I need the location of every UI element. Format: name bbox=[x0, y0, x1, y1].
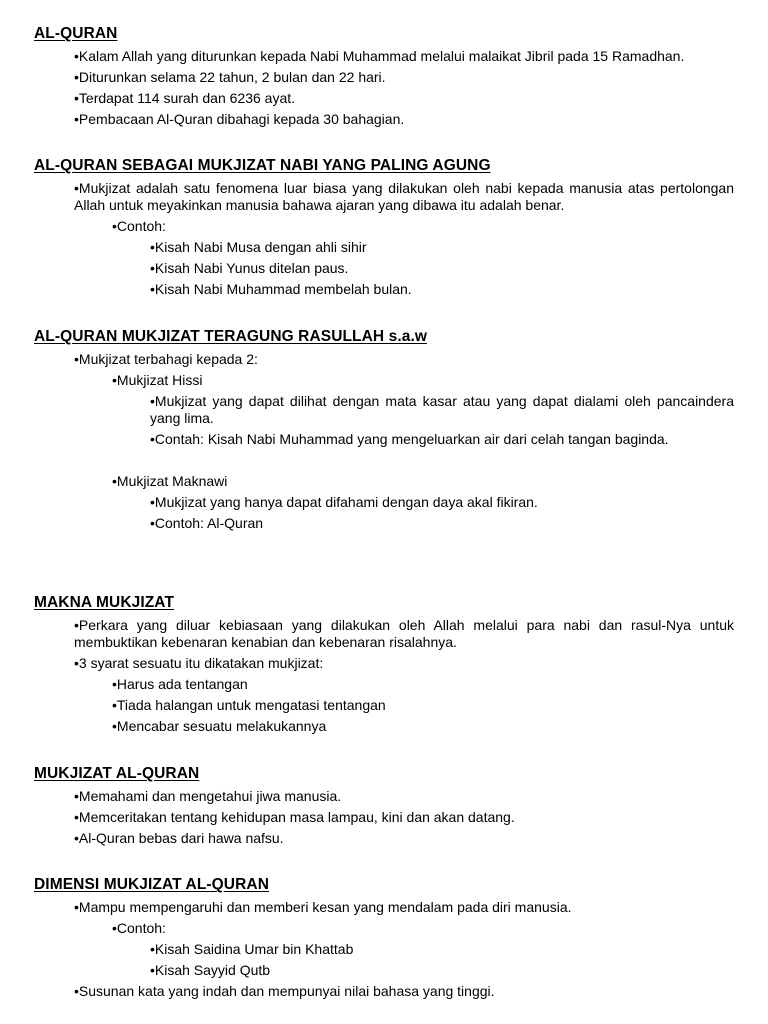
example-item: •Kisah Saidina Umar bin Khattab bbox=[150, 941, 354, 957]
section-mukjizat-paling-agung bbox=[34, 156, 734, 298]
section-al-quran bbox=[34, 24, 734, 128]
contoh-label: •Contoh: bbox=[112, 218, 166, 234]
section-title: MUKJIZAT AL-QURAN bbox=[34, 765, 200, 782]
bullet-item: •Susunan kata yang indah dan mempunyai nilai bahasa yang tinggi. bbox=[74, 983, 495, 999]
section-mukjizat-teragung bbox=[34, 327, 734, 532]
section-title: AL-QURAN MUKJIZAT TERAGUNG RASULLAH s.a.w bbox=[34, 328, 428, 345]
bullet-item: •Memceritakan tentang kehidupan masa lampau, kini dan akan datang. bbox=[74, 809, 515, 825]
bullet-item: •Memahami dan mengetahui jiwa manusia. bbox=[74, 788, 342, 804]
section-title: DIMENSI MUKJIZAT AL-QURAN bbox=[34, 876, 269, 893]
hissi-example: •Contah: Kisah Nabi Muhammad yang mengeluarkan air dari celah tangan baginda. bbox=[150, 431, 669, 447]
section-makna-mukjizat bbox=[34, 593, 734, 735]
bullet-item: •Al-Quran bebas dari hawa nafsu. bbox=[74, 830, 284, 846]
definition-paragraph: •Perkara yang diluar kebiasaan yang dilakukan oleh Allah melalui para nabi dan rasul-Nya untuk membuktikan kebenaran kenabian dan kebenaran risalahnya. bbox=[74, 617, 734, 650]
hissi-label: •Mukjizat Hissi bbox=[112, 372, 203, 388]
section-mukjizat-al-quran bbox=[34, 764, 734, 847]
example-item: •Kisah Nabi Musa dengan ahli sihir bbox=[150, 239, 367, 255]
definition-paragraph: •Mukjizat adalah satu fenomena luar biasa yang dilakukan oleh nabi kepada manusia atas pertolongan Allah untuk meyakinkan manusia bahawa ajaran yang dibawa itu adalah benar. bbox=[74, 180, 734, 213]
bullet-item: •Diturunkan selama 22 tahun, 2 bulan dan 22 hari. bbox=[74, 69, 386, 85]
syarat-item: •Mencabar sesuatu melakukannya bbox=[112, 718, 327, 734]
section-title: AL-QURAN bbox=[34, 25, 118, 42]
intro-line: •Mukjizat terbahagi kepada 2: bbox=[74, 351, 258, 367]
hissi-description: •Mukjizat yang dapat dilihat dengan mata kasar atau yang dapat dialami oleh pancaindera yang lima. bbox=[150, 393, 734, 426]
syarat-item: •Harus ada tentangan bbox=[112, 676, 248, 692]
bullet-item: •Kalam Allah yang diturunkan kepada Nabi Muhammad melalui malaikat Jibril pada 15 Ramadhan. bbox=[74, 48, 685, 64]
maknawi-label: •Mukjizat Maknawi bbox=[112, 473, 228, 489]
maknawi-description: •Mukjizat yang hanya dapat difahami dengan daya akal fikiran. bbox=[150, 494, 538, 510]
maknawi-example: •Contoh: Al-Quran bbox=[150, 515, 264, 531]
section-dimensi-mukjizat bbox=[34, 875, 734, 1000]
syarat-item: •Tiada halangan untuk mengatasi tentangan bbox=[112, 697, 386, 713]
bullet-item: •Pembacaan Al-Quran dibahagi kepada 30 bahagian. bbox=[74, 111, 405, 127]
contoh-label: •Contoh: bbox=[112, 920, 166, 936]
section-title: MAKNA MUKJIZAT bbox=[34, 594, 175, 611]
example-item: •Kisah Nabi Muhammad membelah bulan. bbox=[150, 281, 412, 297]
bullet-item: •Terdapat 114 surah dan 6236 ayat. bbox=[74, 90, 296, 106]
bullet-item: •Mampu mempengaruhi dan memberi kesan yang mendalam pada diri manusia. bbox=[74, 899, 572, 915]
spacer bbox=[34, 448, 734, 469]
example-item: •Kisah Nabi Yunus ditelan paus. bbox=[150, 260, 349, 276]
syarat-intro: •3 syarat sesuatu itu dikatakan mukjizat: bbox=[74, 655, 324, 671]
example-item: •Kisah Sayyid Qutb bbox=[150, 962, 271, 978]
section-title: AL-QURAN SEBAGAI MUKJIZAT NABI YANG PALING AGUNG bbox=[34, 157, 491, 174]
